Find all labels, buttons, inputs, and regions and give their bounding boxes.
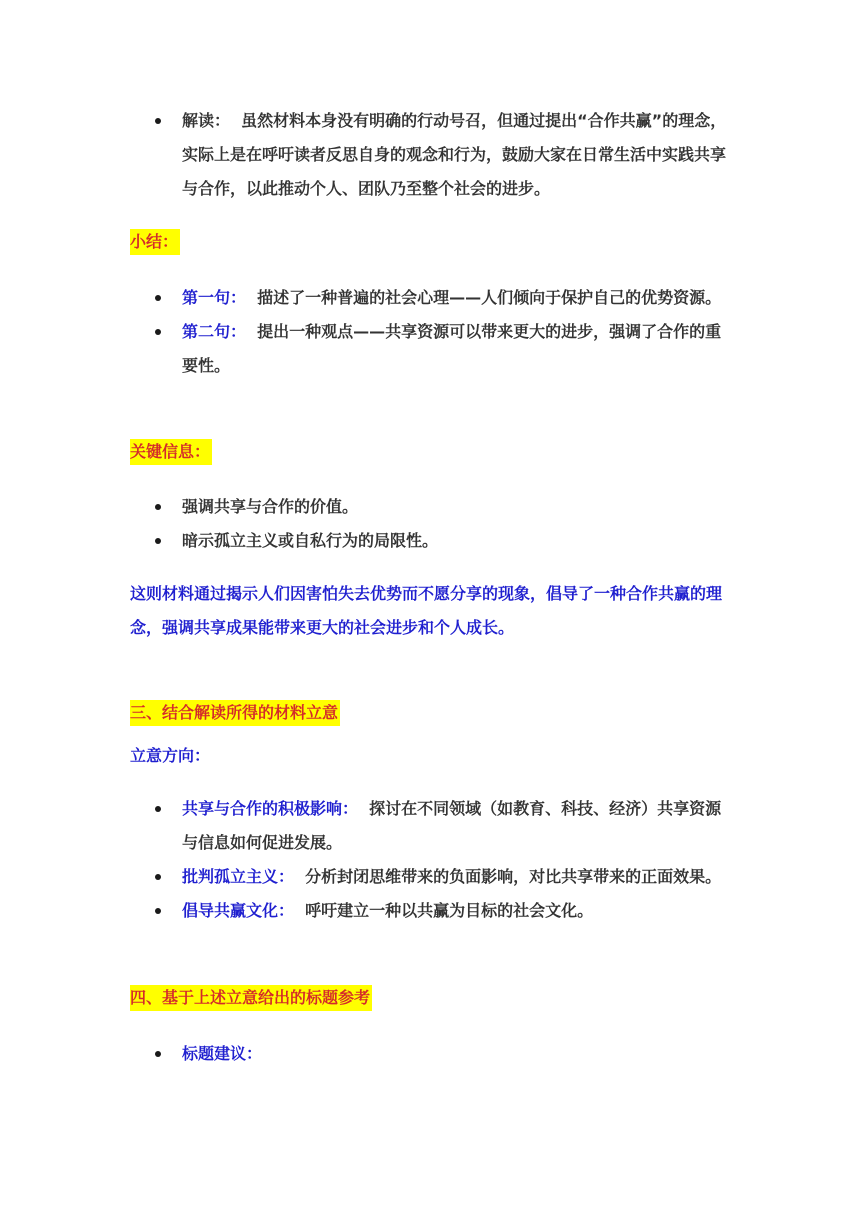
- bullet-icon: [155, 295, 161, 301]
- bullet-icon: [155, 538, 161, 544]
- item-text: 探讨在不同领域（如教育、科技、经济）共享资源与信息如何促进发展。: [182, 799, 722, 852]
- item-label: 批判孤立主义：: [182, 867, 295, 886]
- item-label: 标题建议：: [182, 1044, 263, 1063]
- interpretation-list: [130, 104, 735, 206]
- item-text: 提出一种观点——共享资源可以带来更大的进步，强调了合作的重要性。: [182, 322, 722, 375]
- key-info-list: [130, 490, 735, 558]
- section4-heading: 四、基于上述立意给出的标题参考: [130, 985, 372, 1011]
- item-label: 第二句：: [182, 322, 247, 341]
- list-item: [130, 860, 735, 894]
- key-info-heading: 关键信息：: [130, 439, 212, 465]
- list-item: [130, 490, 735, 524]
- bullet-icon: [155, 908, 161, 914]
- list-item: [130, 104, 735, 206]
- section4-list: [130, 1037, 735, 1071]
- section3-list: [130, 792, 735, 928]
- item-text: 暗示孤立主义或自私行为的局限性。: [182, 531, 439, 550]
- item-text: 强调共享与合作的价值。: [182, 497, 359, 516]
- section3-subheading: 立意方向：: [130, 746, 211, 765]
- list-item: [130, 315, 735, 383]
- item-label: 倡导共赢文化：: [182, 901, 295, 920]
- bullet-icon: [155, 329, 161, 335]
- bullet-icon: [155, 1051, 161, 1057]
- item-text: 虽然材料本身没有明确的行动号召，但通过提出“合作共赢”的理念，实际上是在呼吁读者反思自身的观念和行为，鼓励大家在日常生活中实践共享与合作，以此推动个人、团队乃至整个社会的进步。: [182, 111, 727, 198]
- item-text: 分析封闭思维带来的负面影响，对比共享带来的正面效果。: [305, 867, 722, 886]
- conclusion-paragraph: 这则材料通过揭示人们因害怕失去优势而不愿分享的现象，倡导了一种合作共赢的理念，强调共享成果能带来更大的社会进步和个人成长。: [130, 584, 723, 637]
- summary-heading: 小结：: [130, 229, 180, 255]
- item-text: 描述了一种普遍的社会心理——人们倾向于保护自己的优势资源。: [257, 288, 722, 307]
- item-text: 呼吁建立一种以共赢为目标的社会文化。: [305, 901, 594, 920]
- bullet-icon: [155, 118, 161, 124]
- bullet-icon: [155, 806, 161, 812]
- list-item: [130, 1037, 735, 1071]
- bullet-icon: [155, 504, 161, 510]
- item-label: 第一句：: [182, 288, 247, 307]
- list-item: [130, 894, 735, 928]
- summary-list: [130, 281, 735, 383]
- list-item: [130, 524, 735, 558]
- list-item: [130, 792, 735, 860]
- section3-heading: 三、结合解读所得的材料立意: [130, 700, 340, 726]
- item-label: 解读：: [182, 111, 231, 130]
- list-item: [130, 281, 735, 315]
- item-label: 共享与合作的积极影响：: [182, 799, 359, 818]
- bullet-icon: [155, 874, 161, 880]
